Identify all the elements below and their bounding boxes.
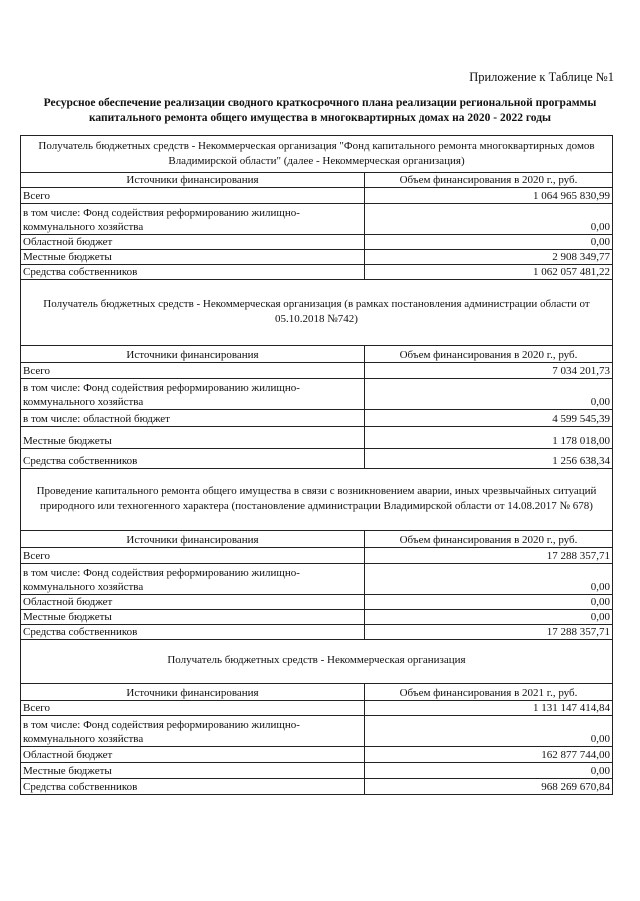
document-title: Ресурсное обеспечение реализации сводного краткосрочного плана реализации региональной программы капитального ремонта общего имущества в многоквартирных домах на 2020 - 2022 годы — [43, 97, 597, 124]
row-label: Средства собственников — [21, 778, 365, 794]
table-row — [21, 700, 612, 715]
table-header-row — [21, 684, 612, 700]
row-label: Областной бюджет — [21, 235, 365, 250]
funding-table — [21, 346, 612, 469]
row-value: 0,00 — [365, 609, 613, 624]
row-label: в том числе: Фонд содействия реформированию жилищно-коммунального хозяйства — [21, 715, 365, 746]
funding-table — [21, 531, 612, 640]
row-label: Местные бюджеты — [21, 762, 365, 778]
row-label: Местные бюджеты — [21, 609, 365, 624]
table-row — [21, 563, 612, 594]
table-row — [21, 746, 612, 762]
row-value: 0,00 — [365, 204, 613, 235]
row-value: 162 877 744,00 — [365, 746, 613, 762]
row-value: 0,00 — [365, 378, 613, 409]
row-label: Средства собственников — [21, 265, 365, 280]
table-row — [21, 204, 612, 235]
row-label: Всего — [21, 188, 365, 204]
table-header-row — [21, 173, 612, 188]
table-header-row — [21, 346, 612, 362]
table-row — [21, 235, 612, 250]
row-value: 1 178 018,00 — [365, 426, 613, 448]
table-row — [21, 762, 612, 778]
row-label: в том числе: областной бюджет — [21, 409, 365, 426]
column-header-source: Источники финансирования — [21, 173, 365, 188]
row-value: 4 599 545,39 — [365, 409, 613, 426]
table-row — [21, 250, 612, 265]
table-row — [21, 624, 612, 639]
row-label: Областной бюджет — [21, 594, 365, 609]
funding-section-4 — [20, 638, 613, 795]
row-value: 1 131 147 414,84 — [365, 700, 613, 715]
row-value: 2 908 349,77 — [365, 250, 613, 265]
section-heading: Получатель бюджетных средств - Некоммерческая организация (в рамках постановления администрации области от 05.10.2018 №742) — [21, 278, 612, 346]
row-label: Местные бюджеты — [21, 426, 365, 448]
row-value: 17 288 357,71 — [365, 547, 613, 563]
column-header-source: Источники финансирования — [21, 531, 365, 547]
row-label: Областной бюджет — [21, 746, 365, 762]
row-value: 1 064 965 830,99 — [365, 188, 613, 204]
table-row — [21, 609, 612, 624]
row-value: 1 062 057 481,22 — [365, 265, 613, 280]
funding-section-3 — [20, 467, 613, 640]
row-value: 0,00 — [365, 594, 613, 609]
row-label: в том числе: Фонд содействия реформированию жилищно-коммунального хозяйства — [21, 378, 365, 409]
table-row — [21, 426, 612, 448]
table-row — [21, 448, 612, 468]
section-heading: Проведение капитального ремонта общего имущества в связи с возникновением аварии, иных чрезвычайных ситуаций природного или техногенного характера (постановление администрации Владимирской области от 14.08.2017 № 678) — [21, 467, 612, 531]
row-value: 0,00 — [365, 235, 613, 250]
row-value: 0,00 — [365, 715, 613, 746]
table-row — [21, 378, 612, 409]
row-value: 0,00 — [365, 762, 613, 778]
row-label: в том числе: Фонд содействия реформированию жилищно-коммунального хозяйства — [21, 204, 365, 235]
funding-section-1 — [20, 135, 613, 280]
row-label: Средства собственников — [21, 448, 365, 468]
column-header-source: Источники финансирования — [21, 346, 365, 362]
funding-table — [21, 173, 612, 280]
row-label: в том числе: Фонд содействия реформированию жилищно-коммунального хозяйства — [21, 563, 365, 594]
section-heading: Получатель бюджетных средств - Некоммерческая организация "Фонд капитального ремонта многоквартирных домов Владимирской области" (далее - Некоммерческая организация) — [21, 136, 612, 173]
section-heading: Получатель бюджетных средств - Некоммерческая организация — [21, 638, 612, 684]
table-row — [21, 409, 612, 426]
row-value: 1 256 638,34 — [365, 448, 613, 468]
table-row — [21, 715, 612, 746]
row-value: 7 034 201,73 — [365, 362, 613, 378]
column-header-amount: Объем финансирования в 2020 г., руб. — [365, 531, 613, 547]
row-value: 0,00 — [365, 563, 613, 594]
table-row — [21, 547, 612, 563]
table-row — [21, 362, 612, 378]
column-header-amount: Объем финансирования в 2020 г., руб. — [365, 173, 613, 188]
row-label: Всего — [21, 700, 365, 715]
table-header-row — [21, 531, 612, 547]
appendix-label: Приложение к Таблице №1 — [469, 70, 614, 84]
column-header-amount: Объем финансирования в 2020 г., руб. — [365, 346, 613, 362]
table-row — [21, 594, 612, 609]
row-label: Всего — [21, 362, 365, 378]
row-label: Местные бюджеты — [21, 250, 365, 265]
column-header-source: Источники финансирования — [21, 684, 365, 700]
funding-section-2 — [20, 278, 613, 469]
row-label: Всего — [21, 547, 365, 563]
column-header-amount: Объем финансирования в 2021 г., руб. — [365, 684, 613, 700]
funding-table — [21, 684, 612, 795]
row-label: Средства собственников — [21, 624, 365, 639]
row-value: 17 288 357,71 — [365, 624, 613, 639]
row-value: 968 269 670,84 — [365, 778, 613, 794]
table-row — [21, 188, 612, 204]
table-row — [21, 778, 612, 794]
